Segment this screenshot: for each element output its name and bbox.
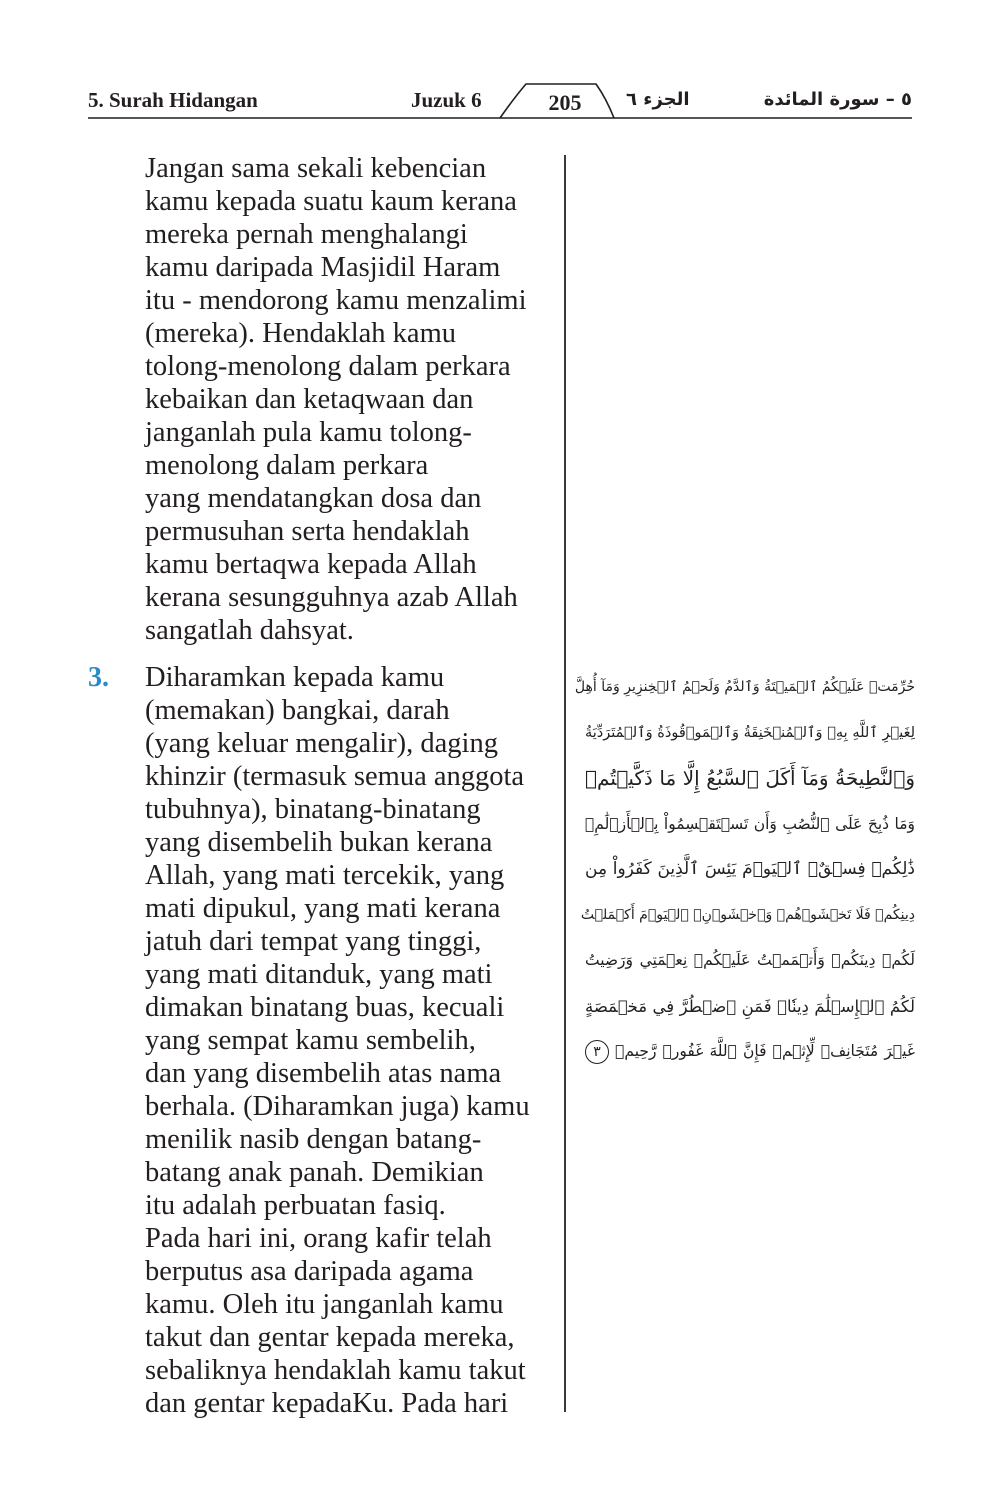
arabic-line-text: غَيۡرَ مُتَجَانِفٖ لِّإِثۡمٖ فَإِنَّ ٱللَّهَ غَفُورٞ رَّحِيمٞ <box>615 1042 915 1060</box>
translation-line: (memakan) bangkai, darah <box>145 695 450 726</box>
arabic-line: وَمَا ذُبِحَ عَلَى ٱلنُّصُبِ وَأَن تَسۡتَقۡسِمُواْ بِٱلۡأَزۡلَٰمِۚ <box>585 814 915 833</box>
verse-end-marker-icon: ٣ <box>585 1040 609 1064</box>
translation-line: jatuh dari tempat yang tinggi, <box>145 926 482 957</box>
arabic-line: لَكُمُ ٱلۡإِسۡلَٰمَ دِينٗاۚ فَمَنِ ٱضۡطُرَّ فِي مَخۡمَصَةٍ <box>585 996 915 1016</box>
translation-continuation <box>145 152 557 647</box>
translation-line: tolong-menolong dalam perkara <box>145 351 511 382</box>
translation-line: menilik nasib dengan batang- <box>145 1124 482 1155</box>
translation-line: mati dipukul, yang mati kerana <box>145 893 501 924</box>
arabic-line: لِغَيۡرِ ٱللَّهِ بِهِۦ وَٱلۡمُنۡخَنِقَةُ وَٱلۡمَوۡقُوذَةُ وَٱلۡمُتَرَدِّيَةُ <box>585 724 915 741</box>
page-number-tab <box>500 84 614 118</box>
translation-line: itu - mendorong kamu menzalimi <box>145 285 527 316</box>
arabic-line: حُرِّمَتۡ عَلَيۡكُمُ ٱلۡمَيۡتَةُ وَٱلدَّمُ وَلَحۡمُ ٱلۡخِنزِيرِ وَمَآ أُهِلَّ <box>574 679 915 695</box>
translation-line: Jangan sama sekali kebencian <box>145 153 487 184</box>
translation-verse-3 <box>145 661 557 1420</box>
arabic-line: وَٱلنَّطِيحَةُ وَمَآ أَكَلَ ٱلسَّبُعُ إِلَّا مَا ذَكَّيۡتُمۡ <box>585 766 915 790</box>
page-number: 205 <box>548 90 582 115</box>
surah-title-arabic: ٥ – سورة المائدة <box>763 89 912 110</box>
translation-line: sebaliknya hendaklah kamu takut <box>145 1355 526 1386</box>
translation-line: yang mati ditanduk, yang mati <box>145 959 493 990</box>
translation-line: takut dan gentar kepada mereka, <box>145 1322 515 1353</box>
translation-line: khinzir (termasuk semua anggota <box>145 761 525 792</box>
translation-line: menolong dalam perkara <box>145 450 429 481</box>
verse-number: 3. <box>88 662 109 693</box>
surah-title-malay: 5. Surah Hidangan <box>88 88 258 112</box>
translation-line: mereka pernah menghalangi <box>145 219 468 250</box>
translation-line: kamu. Oleh itu janganlah kamu <box>145 1289 504 1320</box>
translation-line: kerana sesungguhnya azab Allah <box>145 582 518 613</box>
translation-line: yang sempat kamu sembelih, <box>145 1025 476 1056</box>
translation-line: janganlah pula kamu tolong- <box>145 417 472 448</box>
translation-line: dan gentar kepadaKu. Pada hari <box>145 1388 509 1419</box>
translation-line: yang mendatangkan dosa dan <box>145 483 482 514</box>
translation-line: berhala. (Diharamkan juga) kamu <box>145 1091 530 1122</box>
arabic-verse-3 <box>574 665 915 1075</box>
translation-line: kebaikan dan ketaqwaan dan <box>145 384 474 415</box>
header-rule <box>0 70 1000 130</box>
column-divider <box>564 155 566 1412</box>
translation-line: kamu bertaqwa kepada Allah <box>145 549 477 580</box>
juz-label-arabic: الجزء ٦ <box>626 89 690 110</box>
arabic-line-last <box>585 1029 915 1075</box>
juz-label-malay: Juzuk 6 <box>411 88 482 112</box>
translation-line: sangatlah dahsyat. <box>145 615 354 646</box>
translation-line: permusuhan serta hendaklah <box>145 516 470 547</box>
translation-line: kamu daripada Masjidil Haram <box>145 252 501 283</box>
arabic-line: دِينِكُمۡ فَلَا تَخۡشَوۡهُمۡ وَٱخۡشَوۡنِۚ ٱلۡيَوۡمَ أَكۡمَلۡتُ <box>580 906 915 923</box>
translation-line: Allah, yang mati tercekik, yang <box>145 860 505 891</box>
translation-line: kamu kepada suatu kaum kerana <box>145 186 517 217</box>
translation-line: (mereka). Hendaklah kamu <box>145 318 456 349</box>
translation-line: dan yang disembelih atas nama <box>145 1058 502 1089</box>
arabic-line: ذَٰلِكُمۡ فِسۡقٌۗ ٱلۡيَوۡمَ يَئِسَ ٱلَّذِينَ كَفَرُواْ مِن <box>585 859 915 879</box>
translation-line: (yang keluar mengalir), daging <box>145 728 498 759</box>
translation-line: Pada hari ini, orang kafir telah <box>145 1223 492 1254</box>
translation-line: Diharamkan kepada kamu <box>145 662 445 693</box>
translation-line: dimakan binatang buas, kecuali <box>145 992 505 1023</box>
translation-line: yang disembelih bukan kerana <box>145 827 493 858</box>
translation-line: itu adalah perbuatan fasiq. <box>145 1190 446 1221</box>
translation-line: berputus asa daripada agama <box>145 1256 474 1287</box>
translation-line: tubuhnya), binatang-binatang <box>145 794 481 825</box>
translation-line: batang anak panah. Demikian <box>145 1157 484 1188</box>
arabic-line: لَكُمۡ دِينَكُمۡ وَأَتۡمَمۡتُ عَلَيۡكُمۡ نِعۡمَتِي وَرَضِيتُ <box>585 951 915 969</box>
